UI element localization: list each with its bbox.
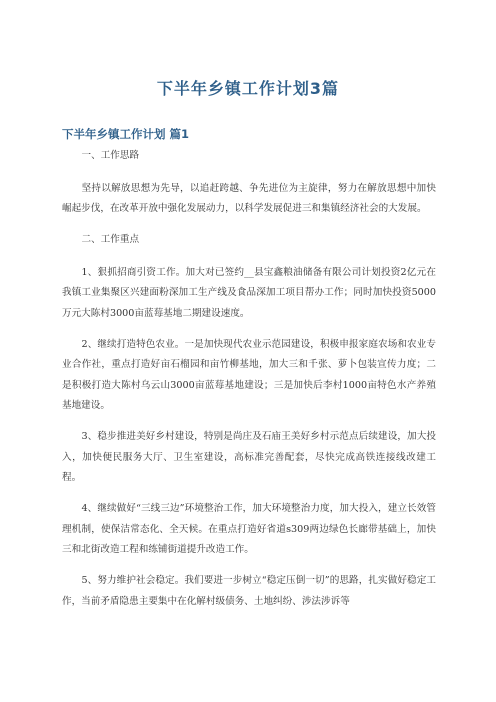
- paragraph-item-1: 1、狠抓招商引资工作。加大对已签约__县宝鑫粮油储备有限公司计划投资2亿元在我镇工业集聚区兴建面粉深加工生产线及食品深加工项目帮办工作；同时加快投资5000万元大陈村3000亩蓝莓基地二期建设速度。: [62, 266, 436, 319]
- paragraph-item-3: 3、稳步推进美好乡村建设，特别是尚庄及石庙王美好乡村示范点后续建设，加大投入，加快便民服务大厅、卫生室建设，高标准完善配套，尽快完成高铁连接线改建工程。: [62, 431, 436, 483]
- subheading-work-approach: 一、工作思路: [81, 150, 140, 161]
- paragraph-item-5: 5、努力维护社会稳定。我们要进一步树立“稳定压倒一切”的思路，扎实做好稳定工作，当前矛盾隐患主要集中在化解村级债务、土地纠纷、涉法涉诉等: [62, 575, 436, 607]
- document-title: 下半年乡镇工作计划3篇: [156, 79, 340, 98]
- paragraph-item-4: 4、继续做好“三线三边”环境整治工作，加大环境整治力度，加大投入，建立长效管理机制，使保洁常态化、全天候。在重点打造好省道s309两边绿色长廊带基础上，加快三和北街改造工程和练铺街道提升改造工作。: [62, 503, 436, 555]
- section-title: 下半年乡镇工作计划 篇1: [62, 127, 190, 141]
- subheading-work-priorities: 二、工作重点: [81, 234, 140, 245]
- paragraph: 坚持以解放思想为先导，以追赶跨越、争先进位为主旋律，努力在解放思想中加快崛起步伐，在改革开放中强化发展动力，以科学发展促进三和集镇经济社会的大发展。: [62, 182, 436, 214]
- document-body: [62, 146, 436, 623]
- paragraph-item-2: 2、继续打造特色农业。一是加快现代农业示范园建设，积极申报家庭农场和农业专业合作社，重点打造好亩石榴园和亩竹柳基地，加大三和千张、萝卜包装宣传力度；二是积极打造大陈村乌云山3000亩蓝莓基地建设；三是加快后李村1000亩特色水产养殖基地建设。: [62, 338, 436, 411]
